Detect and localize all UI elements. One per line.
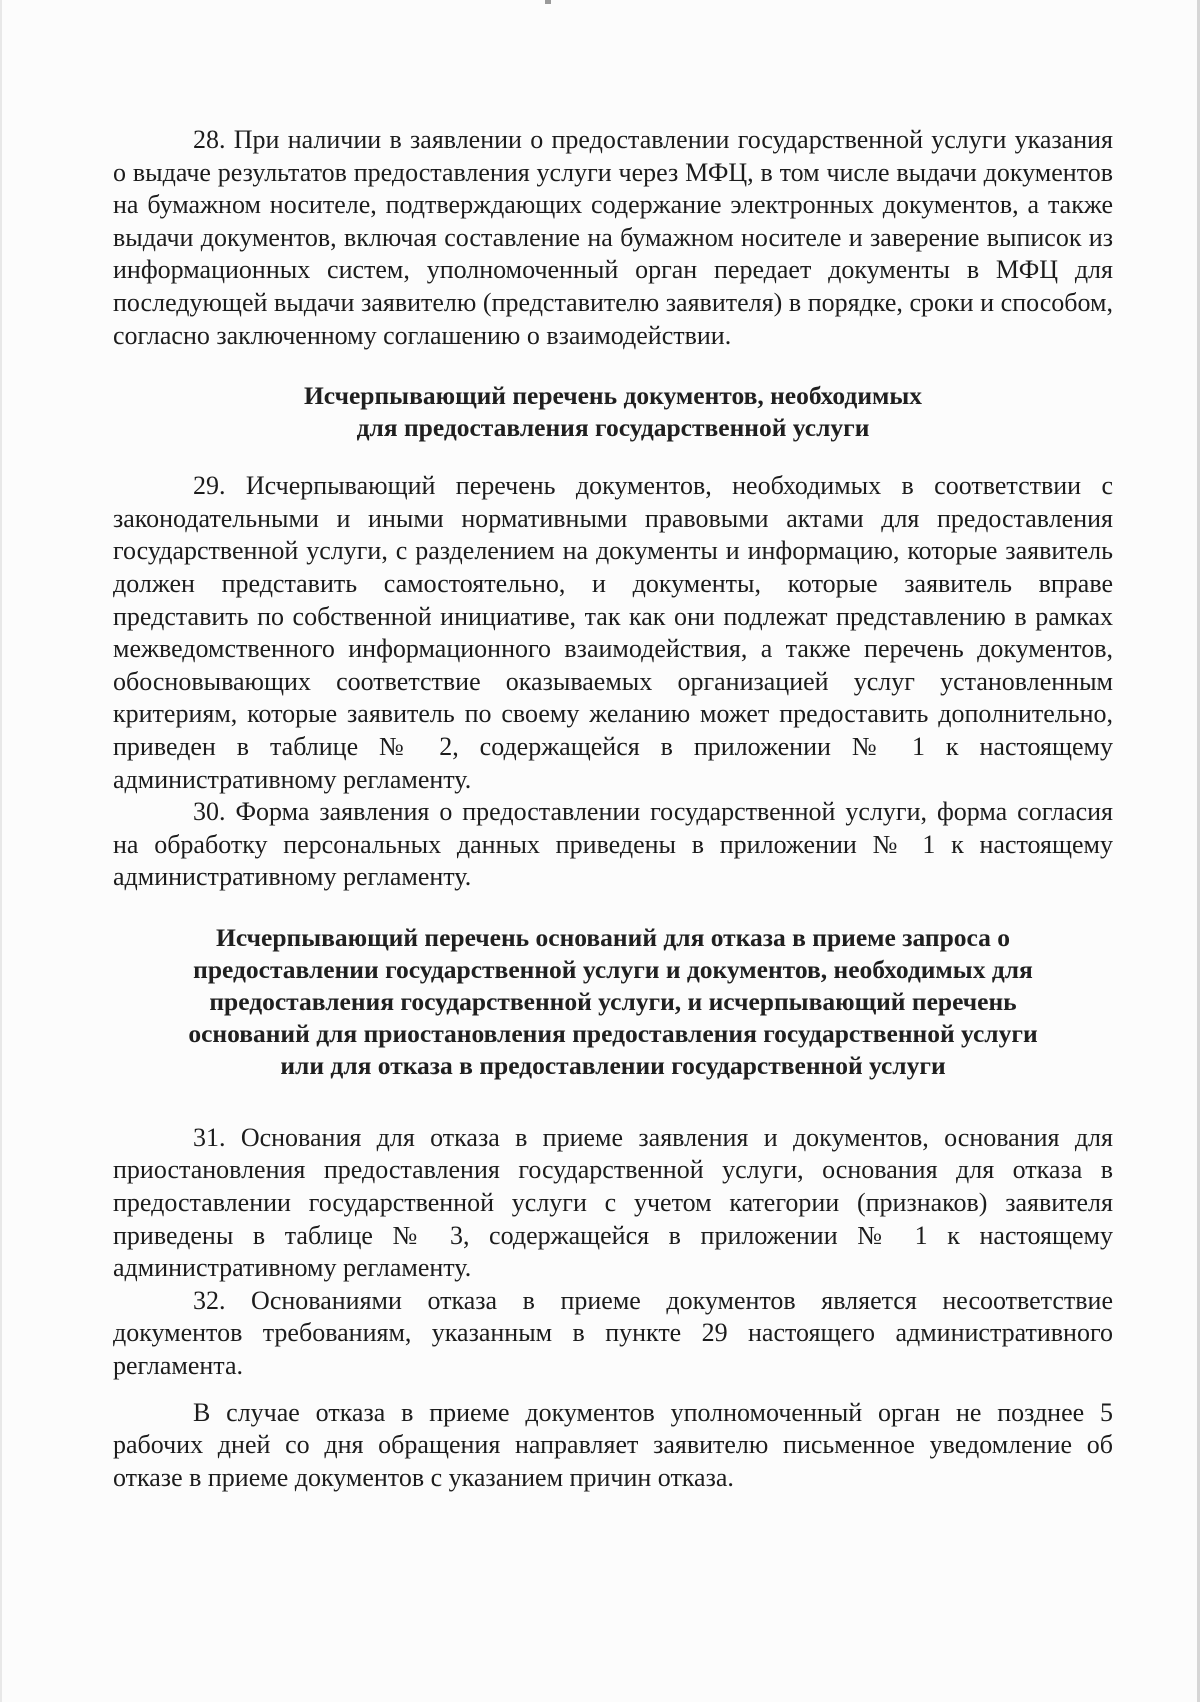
spacer <box>113 1082 1113 1122</box>
section-heading-documents <box>113 380 1113 444</box>
heading-line: Исчерпывающий перечень оснований для отказа в приеме запроса о <box>215 922 1011 952</box>
heading-line: Исчерпывающий перечень документов, необходимых <box>303 381 923 411</box>
heading-line: или для отказа в предоставлении государственной услуги <box>280 1050 946 1080</box>
heading-line: оснований для приостановления предоставления государственной услуги <box>188 1018 1038 1048</box>
heading-line: предоставления государственной услуги, и исчерпывающий перечень <box>209 986 1017 1016</box>
paragraph-31: 31. Основания для отказа в приеме заявления и документов, основания для приостановления предоставления государственной услуги, основания для отказа в предоставлении государственной услуги с учетом категории (признаков) заявителя приведены в таблице № 3, содержащейся в приложении № 1 к настоящему административному регламенту. <box>113 1122 1113 1283</box>
paragraph-30: 30. Форма заявления о предоставлении государственной услуги, форма согласия на обработку персональных данных приведены в приложении № 1 к настоящему административному регламенту. <box>113 797 1113 892</box>
paragraph-29: 29. Исчерпывающий перечень документов, необходимых в соответствии с законодательными и иными нормативными правовыми актами для предоставления государственной услуги, с разделением на документы и информацию, которые заявитель должен представить самостоятельно, и документы, которые заявитель вправе представить по собственной инициативе, так как они подлежат представлению в рамках межведомственного информационного взаимодействия, а также перечень документов, обосновывающих соответствие оказываемых организацией услуг установленным критериям, которые заявитель по своему желанию может предоставить дополнительно, приведен в таблице № 2, содержащейся в приложении № 1 к настоящему административному регламенту. <box>113 471 1113 794</box>
section-heading-refusal <box>113 922 1113 1082</box>
document-body <box>113 124 1113 1494</box>
paragraph-32-continuation: В случае отказа в приеме документов уполномоченный орган не позднее 5 рабочих дней со дня обращения направляет заявителю письменное уведомление об отказе в приеме документов с указанием причин отказа. <box>113 1397 1113 1492</box>
scan-mark <box>545 0 551 4</box>
paragraph-32: 32. Основаниями отказа в приеме документов является несоответствие документов требованиям, указанным в пункте 29 настоящего административного регламента. <box>113 1285 1113 1381</box>
spacer <box>113 1383 1113 1397</box>
spacer <box>113 894 1113 922</box>
heading-line: предоставлении государственной услуги и документов, необходимых для <box>193 954 1033 984</box>
page-left-edge <box>0 0 2 1702</box>
paragraph-28: 28. При наличии в заявлении о предоставлении государственной услуги указания о выдаче результатов предоставления услуги через МФЦ, в том числе выдачи документов на бумажном носителе, подтверждающих содержание электронных документов, а также выдачи документов, включая составление на бумажном носителе и заверение выписок из информационных систем, уполномоченный орган передает документы в МФЦ для последующей выдачи заявителю (представителю заявителя) в порядке, сроки и способом, согласно заключенному соглашению о взаимодействии. <box>113 125 1113 350</box>
heading-line: для предоставления государственной услуги <box>356 413 870 443</box>
spacer <box>113 444 1113 470</box>
spacer <box>113 352 1113 380</box>
